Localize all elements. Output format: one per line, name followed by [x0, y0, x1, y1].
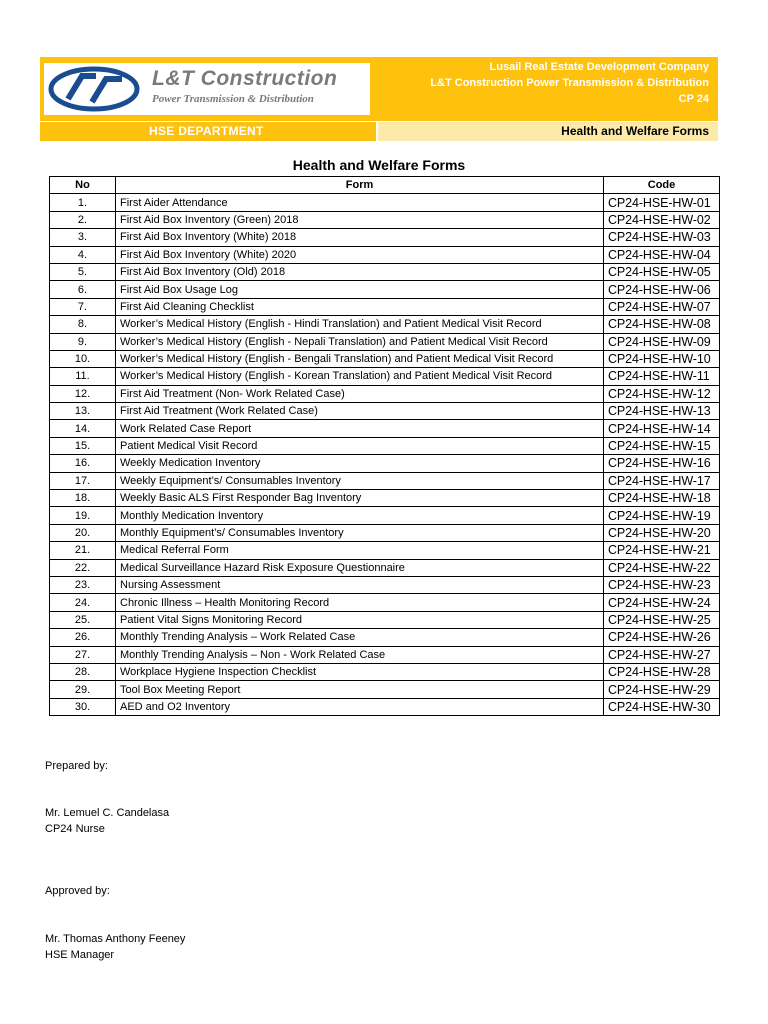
form-code: CP24-HSE-HW-17	[604, 472, 720, 489]
form-name: Monthly Equipment’s/ Consumables Inventory	[116, 524, 604, 541]
column-header-form: Form	[116, 177, 604, 194]
form-name: Medical Referral Form	[116, 542, 604, 559]
department-label: HSE DEPARTMENT	[149, 124, 264, 138]
row-number: 17.	[50, 472, 116, 489]
form-code: CP24-HSE-HW-07	[604, 298, 720, 315]
form-code: CP24-HSE-HW-08	[604, 316, 720, 333]
form-code: CP24-HSE-HW-03	[604, 229, 720, 246]
table-row	[50, 194, 720, 211]
form-code: CP24-HSE-HW-23	[604, 576, 720, 593]
logo-subtitle: Power Transmission & Distribution	[152, 93, 314, 105]
form-name: Tool Box Meeting Report	[116, 681, 604, 698]
table-row	[50, 611, 720, 628]
form-code: CP24-HSE-HW-14	[604, 420, 720, 437]
form-name: Monthly Trending Analysis – Non - Work Related Case	[116, 646, 604, 663]
table-row	[50, 472, 720, 489]
form-code: CP24-HSE-HW-29	[604, 681, 720, 698]
form-name: Worker’s Medical History (English - Bengali Translation) and Patient Medical Visit Record	[116, 350, 604, 367]
approved-by-name: Mr. Thomas Anthony Feeney	[45, 933, 186, 945]
form-name: AED and O2 Inventory	[116, 698, 604, 715]
form-code: CP24-HSE-HW-02	[604, 211, 720, 228]
row-number: 8.	[50, 316, 116, 333]
form-code: CP24-HSE-HW-26	[604, 629, 720, 646]
prepared-by-role: CP24 Nurse	[45, 823, 105, 835]
form-name: First Aid Box Inventory (Old) 2018	[116, 263, 604, 280]
row-number: 10.	[50, 350, 116, 367]
forms-table	[49, 176, 720, 716]
company-line: Lusail Real Estate Development Company	[489, 61, 709, 73]
form-name: First Aid Cleaning Checklist	[116, 298, 604, 315]
form-code: CP24-HSE-HW-11	[604, 368, 720, 385]
table-row	[50, 524, 720, 541]
table-row	[50, 263, 720, 280]
row-number: 27.	[50, 646, 116, 663]
table-row	[50, 211, 720, 228]
form-code: CP24-HSE-HW-30	[604, 698, 720, 715]
section-bar	[378, 122, 718, 141]
row-number: 26.	[50, 629, 116, 646]
table-row	[50, 368, 720, 385]
table-row	[50, 646, 720, 663]
row-number: 6.	[50, 281, 116, 298]
document-header	[40, 57, 718, 121]
form-code: CP24-HSE-HW-01	[604, 194, 720, 211]
table-row	[50, 333, 720, 350]
table-row	[50, 403, 720, 420]
table-row	[50, 663, 720, 680]
row-number: 7.	[50, 298, 116, 315]
approved-by-role: HSE Manager	[45, 949, 115, 961]
form-name: Weekly Basic ALS First Responder Bag Inventory	[116, 490, 604, 507]
form-name: Workplace Hygiene Inspection Checklist	[116, 663, 604, 680]
form-name: Worker’s Medical History (English - Nepali Translation) and Patient Medical Visit Record	[116, 333, 604, 350]
form-name: First Aid Box Usage Log	[116, 281, 604, 298]
form-name: First Aid Box Inventory (White) 2020	[116, 246, 604, 263]
row-number: 19.	[50, 507, 116, 524]
row-number: 14.	[50, 420, 116, 437]
table-row	[50, 490, 720, 507]
table-row	[50, 507, 720, 524]
form-code: CP24-HSE-HW-27	[604, 646, 720, 663]
table-row	[50, 281, 720, 298]
form-code: CP24-HSE-HW-25	[604, 611, 720, 628]
row-number: 18.	[50, 490, 116, 507]
form-name: Patient Medical Visit Record	[116, 437, 604, 454]
form-name: First Aid Treatment (Work Related Case)	[116, 403, 604, 420]
form-code: CP24-HSE-HW-28	[604, 663, 720, 680]
table-row	[50, 385, 720, 402]
form-code: CP24-HSE-HW-10	[604, 350, 720, 367]
form-code: CP24-HSE-HW-19	[604, 507, 720, 524]
row-number: 15.	[50, 437, 116, 454]
form-code: CP24-HSE-HW-15	[604, 437, 720, 454]
table-row	[50, 298, 720, 315]
table-row	[50, 455, 720, 472]
form-name: First Aid Box Inventory (White) 2018	[116, 229, 604, 246]
row-number: 24.	[50, 594, 116, 611]
logo-title: L&T Construction	[152, 67, 338, 90]
form-code: CP24-HSE-HW-21	[604, 542, 720, 559]
form-name: First Aider Attendance	[116, 194, 604, 211]
column-header-no: No	[50, 177, 116, 194]
company-info	[430, 59, 709, 107]
form-name: Worker’s Medical History (English - Hindi Translation) and Patient Medical Visit Record	[116, 316, 604, 333]
table-row	[50, 316, 720, 333]
section-label: Health and Welfare Forms	[561, 124, 709, 138]
company-line: L&T Construction Power Transmission & Distribution	[430, 77, 709, 89]
form-code: CP24-HSE-HW-18	[604, 490, 720, 507]
row-number: 3.	[50, 229, 116, 246]
row-number: 16.	[50, 455, 116, 472]
row-number: 23.	[50, 576, 116, 593]
row-number: 30.	[50, 698, 116, 715]
table-row	[50, 229, 720, 246]
form-code: CP24-HSE-HW-20	[604, 524, 720, 541]
form-name: Chronic Illness – Health Monitoring Record	[116, 594, 604, 611]
row-number: 4.	[50, 246, 116, 263]
form-code: CP24-HSE-HW-09	[604, 333, 720, 350]
form-code: CP24-HSE-HW-04	[604, 246, 720, 263]
form-code: CP24-HSE-HW-22	[604, 559, 720, 576]
lt-logo-icon	[48, 66, 140, 112]
row-number: 21.	[50, 542, 116, 559]
table-header-row	[50, 177, 720, 194]
form-code: CP24-HSE-HW-24	[604, 594, 720, 611]
table-row	[50, 246, 720, 263]
form-code: CP24-HSE-HW-16	[604, 455, 720, 472]
form-name: Monthly Trending Analysis – Work Related Case	[116, 629, 604, 646]
row-number: 9.	[50, 333, 116, 350]
form-code: CP24-HSE-HW-13	[604, 403, 720, 420]
company-logo	[44, 63, 370, 115]
form-name: First Aid Treatment (Non- Work Related Case)	[116, 385, 604, 402]
row-number: 28.	[50, 663, 116, 680]
row-number: 20.	[50, 524, 116, 541]
form-name: Weekly Medication Inventory	[116, 455, 604, 472]
row-number: 1.	[50, 194, 116, 211]
table-row	[50, 437, 720, 454]
table-body	[50, 194, 720, 716]
table-row	[50, 629, 720, 646]
company-line: CP 24	[678, 93, 709, 105]
form-name: Weekly Equipment’s/ Consumables Inventory	[116, 472, 604, 489]
row-number: 25.	[50, 611, 116, 628]
row-number: 29.	[50, 681, 116, 698]
form-name: Nursing Assessment	[116, 576, 604, 593]
table-row	[50, 350, 720, 367]
table-row	[50, 576, 720, 593]
form-name: First Aid Box Inventory (Green) 2018	[116, 211, 604, 228]
row-number: 5.	[50, 263, 116, 280]
row-number: 2.	[50, 211, 116, 228]
form-code: CP24-HSE-HW-12	[604, 385, 720, 402]
table-row	[50, 559, 720, 576]
form-name: Medical Surveillance Hazard Risk Exposure Questionnaire	[116, 559, 604, 576]
row-number: 13.	[50, 403, 116, 420]
page-title: Health and Welfare Forms	[292, 157, 466, 173]
prepared-by-label: Prepared by:	[45, 760, 108, 772]
table-row	[50, 594, 720, 611]
table-row	[50, 420, 720, 437]
form-name: Worker’s Medical History (English - Korean Translation) and Patient Medical Visit Record	[116, 368, 604, 385]
approved-by-label: Approved by:	[45, 885, 110, 897]
prepared-by-name: Mr. Lemuel C. Candelasa	[45, 807, 170, 819]
form-name: Patient Vital Signs Monitoring Record	[116, 611, 604, 628]
form-name: Work Related Case Report	[116, 420, 604, 437]
department-bar	[40, 122, 376, 141]
table-row	[50, 698, 720, 715]
form-name: Monthly Medication Inventory	[116, 507, 604, 524]
table-row	[50, 681, 720, 698]
form-code: CP24-HSE-HW-06	[604, 281, 720, 298]
row-number: 11.	[50, 368, 116, 385]
row-number: 22.	[50, 559, 116, 576]
row-number: 12.	[50, 385, 116, 402]
table-row	[50, 542, 720, 559]
form-code: CP24-HSE-HW-05	[604, 263, 720, 280]
column-header-code: Code	[604, 177, 720, 194]
